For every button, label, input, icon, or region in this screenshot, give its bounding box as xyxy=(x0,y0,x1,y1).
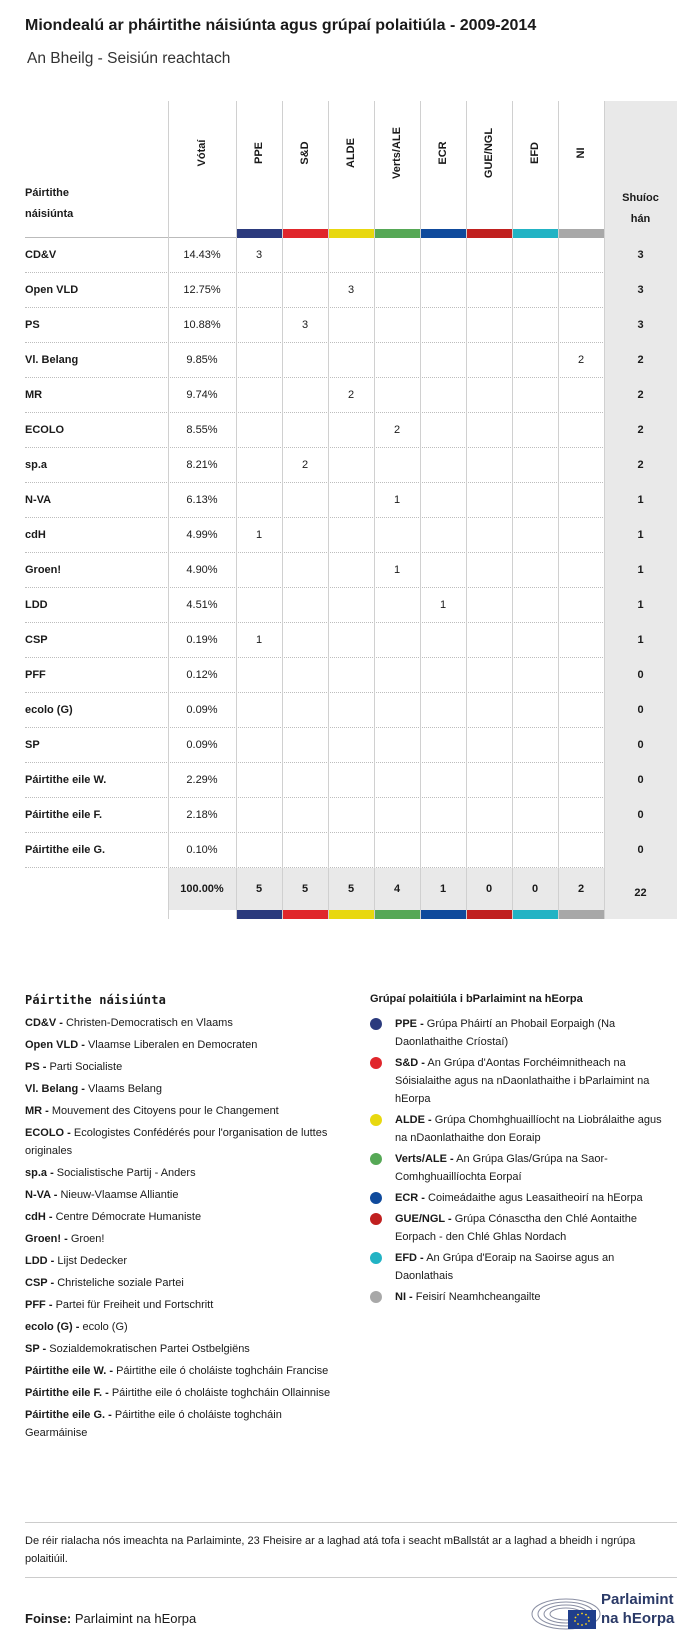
group-seat-cell: 1 xyxy=(393,564,401,576)
table-row xyxy=(25,623,677,658)
group-color-bar xyxy=(558,229,604,238)
group-seat-cell: 3 xyxy=(301,319,309,331)
color-dot-icon xyxy=(370,1213,382,1225)
legend-item: SP - Sozialdemokratischen Partei Ostbelgiëns xyxy=(25,1343,250,1355)
seat-total-cell: 0 xyxy=(604,728,677,763)
party-name: Páirtithe eile W. xyxy=(25,774,107,786)
color-dot-icon xyxy=(370,1057,382,1069)
seat-total-cell: 0 xyxy=(604,658,677,693)
group-seat-cell: 3 xyxy=(255,249,263,261)
group-color-bar xyxy=(328,910,374,919)
seat-total-cell: 2 xyxy=(604,448,677,483)
party-name: sp.a xyxy=(25,459,48,471)
grand-total-seats: 22 xyxy=(604,868,677,919)
legend-item: sp.a - Socialistische Partij - Anders xyxy=(25,1167,196,1179)
group-total: 5 xyxy=(236,868,282,910)
table-row xyxy=(25,658,677,693)
table-body xyxy=(25,238,677,868)
legend-item: CD&V - Christen-Democratisch en Vlaams xyxy=(25,1017,233,1029)
column-divider xyxy=(374,101,375,919)
legend-item: S&D - An Grúpa d'Aontas Forchéimnitheach na Sóisialaithe agus na nDaonlathaithe i bParlaimint na hEorpa xyxy=(370,1054,670,1108)
divider xyxy=(25,1522,677,1523)
party-name: Páirtithe eile G. xyxy=(25,844,106,856)
table-row xyxy=(25,483,677,518)
vote-share: 4.51% xyxy=(186,599,218,611)
legend-item: PPE - Grúpa Pháirtí an Phobail Eorpaigh (Na Daonlathaithe Críostaí) xyxy=(370,1015,670,1051)
vote-share: 9.85% xyxy=(186,354,218,366)
vote-share: 10.88% xyxy=(183,319,221,331)
group-column-header: GUE/NGL xyxy=(466,101,512,238)
group-total: 0 xyxy=(512,868,558,910)
political-groups-legend xyxy=(370,993,670,1309)
column-divider xyxy=(282,101,283,919)
group-color-bar xyxy=(420,910,466,919)
seat-total-cell: 3 xyxy=(604,238,677,273)
legend-item: Páirtithe eile G. - Páirtithe eile ó choláiste toghcháin Gearmáinise xyxy=(25,1409,282,1439)
column-divider xyxy=(604,101,605,919)
table-row xyxy=(25,553,677,588)
group-total: 5 xyxy=(328,868,374,910)
table-row xyxy=(25,763,677,798)
group-seat-cell: 2 xyxy=(301,459,309,471)
vote-share: 0.09% xyxy=(186,704,218,716)
table-row xyxy=(25,413,677,448)
legend-item: ecolo (G) - ecolo (G) xyxy=(25,1321,128,1333)
table-row xyxy=(25,588,677,623)
group-color-bar xyxy=(236,910,282,919)
party-name: LDD xyxy=(25,599,48,611)
legend-item: Páirtithe eile F. - Páirtithe eile ó choláiste toghcháin Ollainnise xyxy=(25,1387,331,1399)
group-seat-cell: 3 xyxy=(347,284,355,296)
party-name: CD&V xyxy=(25,249,57,261)
vote-share: 2.29% xyxy=(186,774,218,786)
party-name: PFF xyxy=(25,669,46,681)
color-dot-icon xyxy=(370,1192,382,1204)
group-color-bar xyxy=(466,910,512,919)
table-row xyxy=(25,308,677,343)
group-seat-cell: 2 xyxy=(577,354,585,366)
legend-item: N-VA - Nieuw-Vlaamse Alliantie xyxy=(25,1189,179,1201)
group-color-bar xyxy=(558,910,604,919)
votes-column-header: Vótaí xyxy=(196,139,208,167)
group-column-header: S&D xyxy=(282,101,328,238)
vote-share: 4.99% xyxy=(186,529,218,541)
party-name: MR xyxy=(25,389,43,401)
vote-share: 8.21% xyxy=(186,459,218,471)
legend-heading: Páirtithe náisiúnta xyxy=(25,993,167,1007)
table-row xyxy=(25,833,677,868)
seat-breakdown-table xyxy=(25,101,677,919)
color-dot-icon xyxy=(370,1153,382,1165)
group-column-header: PPE xyxy=(236,101,282,238)
legend-item: Groen! - Groen! xyxy=(25,1233,105,1245)
column-divider xyxy=(328,101,329,919)
legend-item: EFD - An Grúpa d'Eoraip na Saoirse agus an Daonlathais xyxy=(370,1249,670,1285)
legend-item: ALDE - Grúpa Chomhghuaillíocht na Liobrálaithe agus na nDaonlathaithe don Eoraip xyxy=(370,1111,670,1147)
legend-item: Vl. Belang - Vlaams Belang xyxy=(25,1083,162,1095)
group-column-header: ECR xyxy=(420,101,466,238)
party-name: Páirtithe eile F. xyxy=(25,809,103,821)
party-name: ECOLO xyxy=(25,424,65,436)
national-parties-legend xyxy=(25,993,335,1446)
vote-share: 12.75% xyxy=(183,284,221,296)
color-dot-icon xyxy=(370,1114,382,1126)
seat-total-cell: 0 xyxy=(604,693,677,728)
legend-item: PFF - Partei für Freiheit und Fortschritt xyxy=(25,1299,214,1311)
vote-share: 0.19% xyxy=(186,634,218,646)
seat-total-cell: 3 xyxy=(604,273,677,308)
group-seat-cell: 1 xyxy=(393,494,401,506)
group-color-bar xyxy=(236,229,282,238)
party-column-header: Páirtithe náisiúnta xyxy=(25,187,74,220)
vote-share: 4.90% xyxy=(186,564,218,576)
group-color-bar xyxy=(512,229,558,238)
divider xyxy=(25,1577,677,1578)
vote-share: 9.74% xyxy=(186,389,218,401)
group-total: 1 xyxy=(420,868,466,910)
party-name: Vl. Belang xyxy=(25,354,79,366)
vote-share: 2.18% xyxy=(186,809,218,821)
vote-share: 6.13% xyxy=(186,494,218,506)
seat-total-cell: 0 xyxy=(604,763,677,798)
table-header xyxy=(25,101,677,238)
logo-wordmark: Parlaimint na hEorpa xyxy=(601,1591,675,1627)
group-color-bar xyxy=(282,229,328,238)
group-total: 0 xyxy=(466,868,512,910)
table-row xyxy=(25,518,677,553)
vote-share: 0.10% xyxy=(186,844,218,856)
seat-total-cell: 0 xyxy=(604,833,677,868)
group-seat-cell: 2 xyxy=(393,424,401,436)
vote-share: 0.12% xyxy=(186,669,218,681)
legend-item: MR - Mouvement des Citoyens pour le Changement xyxy=(25,1105,279,1117)
seat-total-cell: 3 xyxy=(604,308,677,343)
group-color-bar xyxy=(328,229,374,238)
group-column-header: Verts/ALE xyxy=(374,101,420,238)
column-divider xyxy=(512,101,513,919)
table-row xyxy=(25,343,677,378)
legend-item: cdH - Centre Démocrate Humaniste xyxy=(25,1211,202,1223)
group-seat-cell: 1 xyxy=(439,599,447,611)
table-row xyxy=(25,448,677,483)
group-seat-cell: 1 xyxy=(255,529,263,541)
party-name: SP xyxy=(25,739,40,751)
seat-total-cell: 1 xyxy=(604,623,677,658)
party-name: ecolo (G) xyxy=(25,704,73,716)
group-column-header: EFD xyxy=(512,101,558,238)
seat-total-cell: 1 xyxy=(604,553,677,588)
legend-item: Open VLD - Vlaamse Liberalen en Democraten xyxy=(25,1039,258,1051)
color-dot-icon xyxy=(370,1018,382,1030)
party-name: Groen! xyxy=(25,564,62,576)
group-color-bar xyxy=(512,910,558,919)
party-name: Open VLD xyxy=(25,284,79,296)
party-name: PS xyxy=(25,319,40,331)
seat-total-cell: 1 xyxy=(604,588,677,623)
color-dot-icon xyxy=(370,1291,382,1303)
page-subtitle: An Bheilg - Seisiún reachtach xyxy=(27,50,231,67)
page-title: Miondealú ar pháirtithe náisiúnta agus grúpaí polaitiúla - 2009-2014 xyxy=(25,17,537,34)
table-row xyxy=(25,798,677,833)
total-votes: 100.00% xyxy=(168,868,236,910)
vote-share: 14.43% xyxy=(183,249,221,261)
totals-row xyxy=(25,868,677,919)
seat-total-cell: 2 xyxy=(604,378,677,413)
seats-column-header: Shuíoc hán xyxy=(604,101,677,238)
party-name: cdH xyxy=(25,529,46,541)
group-color-bar xyxy=(420,229,466,238)
group-seat-cell: 2 xyxy=(347,389,355,401)
column-divider xyxy=(466,101,467,919)
vote-share: 0.09% xyxy=(186,739,218,751)
party-name: N-VA xyxy=(25,494,52,506)
seat-total-cell: 2 xyxy=(604,343,677,378)
legend-item: CSP - Christeliche soziale Partei xyxy=(25,1277,184,1289)
legend-item: PS - Parti Socialiste xyxy=(25,1061,123,1073)
legend-heading: Grúpaí polaitiúla i bParlaimint na hEorpa xyxy=(370,993,583,1005)
footnote: De réir rialacha nós imeachta na Parlaiminte, 23 Fheisire ar a laghad atá tofa i seacht mBallstát ar a laghad a bheidh i ngrúpa polaitiúil. xyxy=(25,1535,636,1565)
legend-item: NI - Feisirí Neamhcheangailte xyxy=(370,1288,670,1306)
party-name: CSP xyxy=(25,634,48,646)
table-row xyxy=(25,728,677,763)
column-divider xyxy=(236,101,237,919)
group-total: 4 xyxy=(374,868,420,910)
color-dot-icon xyxy=(370,1252,382,1264)
column-divider xyxy=(558,101,559,919)
seat-total-cell: 1 xyxy=(604,518,677,553)
vote-share: 8.55% xyxy=(186,424,218,436)
column-divider xyxy=(168,101,169,919)
column-divider xyxy=(420,101,421,919)
legend-item: GUE/NGL - Grúpa Cónasctha den Chlé Aontaithe Eorpach - den Chlé Ghlas Nordach xyxy=(370,1210,670,1246)
group-color-bar xyxy=(374,910,420,919)
seat-total-cell: 0 xyxy=(604,798,677,833)
legend-item: ECR - Coimeádaithe agus Leasaitheoirí na hEorpa xyxy=(370,1189,670,1207)
group-total: 5 xyxy=(282,868,328,910)
legend-item: Verts/ALE - An Grúpa Glas/Grúpa na Saor-Comhghuaillíochta Eorpaí xyxy=(370,1150,670,1186)
table-row xyxy=(25,378,677,413)
source-line: Foinse: Parlaimint na hEorpa xyxy=(25,1611,197,1626)
group-color-bar xyxy=(466,229,512,238)
group-color-bar xyxy=(374,229,420,238)
group-column-header: NI xyxy=(558,101,604,238)
group-seat-cell: 1 xyxy=(255,634,263,646)
legend-item: LDD - Lijst Dedecker xyxy=(25,1255,128,1267)
table-row xyxy=(25,273,677,308)
group-total: 2 xyxy=(558,868,604,910)
group-color-bar xyxy=(282,910,328,919)
legend-item: Páirtithe eile W. - Páirtithe eile ó choláiste toghcháin Francise xyxy=(25,1365,329,1377)
legend-item: ECOLO - Ecologistes Confédérés pour l'organisation de luttes originales xyxy=(25,1127,328,1157)
seat-total-cell: 1 xyxy=(604,483,677,518)
table-row xyxy=(25,693,677,728)
group-column-header: ALDE xyxy=(328,101,374,238)
seat-total-cell: 2 xyxy=(604,413,677,448)
table-row xyxy=(25,238,677,273)
